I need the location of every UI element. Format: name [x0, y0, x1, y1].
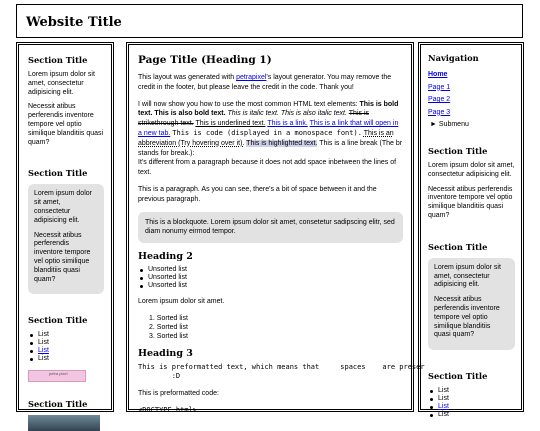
- bullet-list: [428, 387, 515, 419]
- preformatted-code-label: This is preformatted code:: [138, 390, 219, 398]
- bullet-list: [28, 331, 104, 363]
- petrapixel-badge[interactable]: [28, 370, 86, 382]
- section-text: Necessit atibus perferendis inventore tempore vel optio similique blanditiis quasi quam?: [34, 231, 91, 283]
- section-title: Section Title: [28, 315, 88, 326]
- strikethrough-text: This is strikethrough text.: [138, 110, 370, 128]
- right-sidebar: [418, 42, 524, 419]
- left-sidebar: [16, 42, 114, 412]
- list-item: 2. Sorted list: [149, 323, 188, 331]
- grey-box: [28, 184, 104, 294]
- text-link[interactable]: This is a link.: [267, 120, 308, 128]
- section-title: Section Title: [28, 399, 88, 410]
- section-text: Necessit atibus perferendis inventore tempore vel optio similique blanditiis quasi quam?: [28, 103, 104, 146]
- list-link[interactable]: List: [438, 403, 449, 411]
- list-item: List: [428, 411, 515, 419]
- preformatted-text: This is preformatted text, which means that spaces are preser :D: [138, 363, 425, 381]
- new-tab-link[interactable]: This is a link that will open in a new tab.: [138, 120, 399, 137]
- site-header: [16, 4, 523, 38]
- triangle-right-icon: ►: [430, 121, 437, 128]
- nav-item-page-2[interactable]: Page 2: [428, 96, 451, 103]
- list-item-link[interactable]: [28, 347, 104, 355]
- page-title: Page Title (Heading 1): [138, 54, 272, 66]
- italic-text: This is italic text.: [227, 110, 279, 118]
- bold-text: This is also bold text.: [154, 110, 226, 118]
- navigation: [428, 69, 515, 131]
- list-item: Unsorted list: [138, 274, 403, 282]
- nav-item-home[interactable]: Home: [428, 71, 448, 78]
- petrapixel-link[interactable]: petrapixel: [236, 74, 267, 81]
- list-item: List: [28, 355, 104, 363]
- preformatted-code: <DOCTYPE html>: [138, 405, 198, 414]
- submenu-label: Submenu: [438, 121, 469, 128]
- list-item: List: [428, 395, 515, 403]
- blockquote: This is a blockquote. Lorem ipsum dolor sit amet, consetetur sadipscing elitr, sed diam nonumy eirmod tempor.: [138, 212, 403, 243]
- elements-paragraph: I will now show you how to use the most common HTML text elements: This is bold text. This is also bold text. This is italic text. This is also italic text. This is strikethrough text. This is underlined text. This is a link. This is a link that will open in a new tab. This is code (displayed in a monospace font). This is an abbreviation (Try hovering over it). This is highlighted text. This is a line break (The br stands for break.): It's different from a paragraph because it does not add space inbetween the lines of text.: [138, 100, 403, 177]
- list-item-link[interactable]: [428, 403, 515, 411]
- section-title: Section Title: [28, 55, 88, 65]
- nav-item-page-3[interactable]: Page 3: [428, 108, 451, 116]
- italic-text: This is also italic text.: [280, 110, 347, 118]
- linebreak-text: This is a line break (The br stands for break.):: [138, 139, 403, 157]
- heading-3: Heading 3: [138, 348, 193, 360]
- main-content: [126, 42, 425, 414]
- bold-text: This is bold text.: [138, 100, 399, 118]
- abbreviation[interactable]: This is an abbreviation (Try hovering over it).: [138, 129, 394, 147]
- list-item: List: [428, 387, 515, 395]
- nav-item-page-1[interactable]: Page 1: [428, 83, 451, 91]
- list-item: Unsorted list: [138, 266, 403, 274]
- lorem-text: Lorem ipsum dolor sit amet.: [138, 297, 225, 305]
- list-item: List: [28, 331, 104, 339]
- nav-title: Navigation: [428, 53, 479, 63]
- section-title: Section Title: [428, 146, 488, 156]
- section-text: Necessit atibus perferendis inventore tempore vel optio similique blanditiis quasi quam?: [428, 185, 513, 219]
- list-item: 3. Sorted list: [149, 332, 188, 340]
- highlighted-text: This is highlighted text.: [246, 139, 318, 147]
- code-text: This is code (displayed in a monospace font).: [172, 128, 362, 137]
- section-text: Lorem ipsum dolor sit amet, consectetur adipisicing elit.: [34, 190, 92, 224]
- section-title: Section Title: [428, 371, 488, 382]
- sorted-list: [138, 314, 403, 342]
- site-title: Website Title: [26, 15, 122, 30]
- section-text: Lorem ipsum dolor sit amet, consectetur adipisicing elit.: [428, 162, 515, 178]
- after-break-text: It's different from a paragraph because it does not add space inbetween the lines of text.: [138, 159, 397, 177]
- intro-paragraph: This layout was generated with petrapixel's layout generator. You may remove the credit in the footer, but please leave the credit in the code. Thank you!: [138, 74, 392, 91]
- unsorted-list: [138, 266, 403, 290]
- underlined-text: This is underlined text.: [195, 120, 266, 128]
- grey-box: [428, 258, 515, 350]
- section-title: Section Title: [28, 168, 88, 179]
- paragraph: This is a paragraph. As you can see, there's a bit of space between it and the previous paragraph.: [138, 185, 377, 203]
- list-item: Unsorted list: [138, 282, 403, 290]
- submenu-toggle[interactable]: [428, 119, 515, 131]
- section-text: Lorem ipsum dolor sit amet, consectetur adipisicing elit.: [28, 71, 95, 96]
- badge-text: petra pixel: [49, 371, 68, 377]
- section-text: Lorem ipsum dolor sit amet, consectetur adipisicing elit.: [434, 263, 501, 289]
- list-link[interactable]: List: [38, 347, 49, 355]
- section-title: Section Title: [428, 241, 488, 252]
- list-item: 1. Sorted list: [149, 314, 188, 322]
- section-text: Necessit atibus perferendis inventore tempore vel optio similique blanditiis quasi quam?: [434, 296, 500, 339]
- heading-2: Heading 2: [138, 250, 193, 262]
- list-item: List: [28, 339, 104, 347]
- thumbnail-image: [28, 415, 100, 431]
